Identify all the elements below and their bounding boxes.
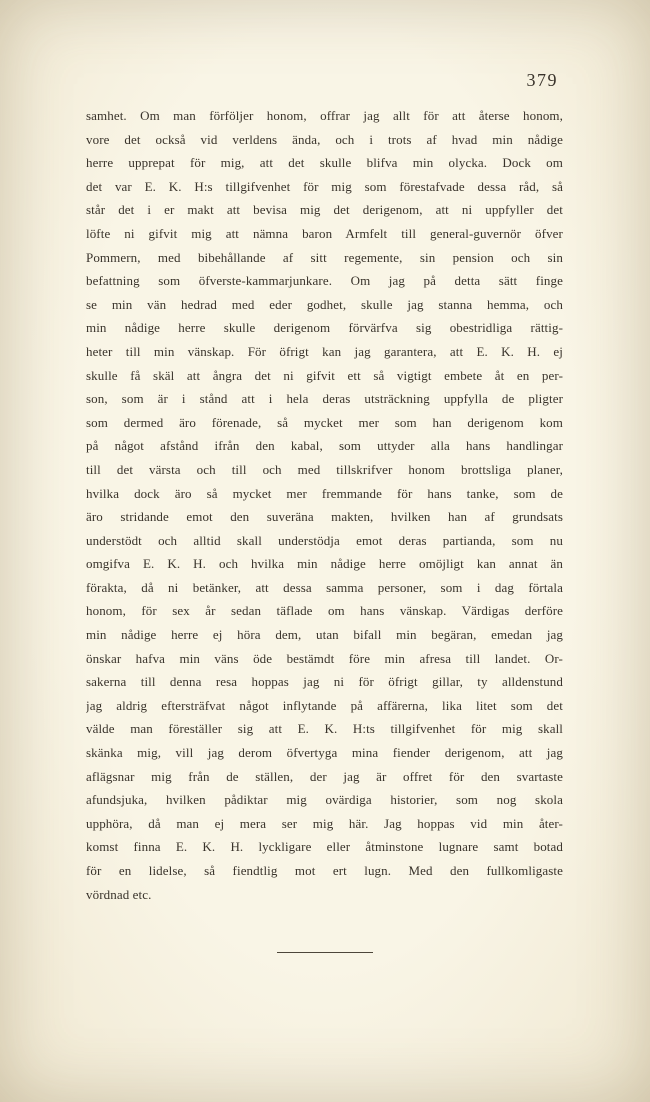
text-line: står det i er makt att bevisa mig det derigenom, att ni uppfyller det xyxy=(86,202,563,218)
page-number: 379 xyxy=(526,70,558,90)
text-line: herre upprepat för mig, att det skulle blifva min olycka. Dock om xyxy=(86,155,563,171)
text-line: komst finna E. K. H. lyckligare eller åtminstone lugnare samt botad xyxy=(86,839,563,855)
text-line: min nådige herre ej höra dem, utan bifall min begäran, emedan jag xyxy=(86,627,563,643)
text-line: afundsjuka, hvilken pådiktar mig ovärdiga historier, som nog skola xyxy=(86,792,563,808)
text-line: äro stridande emot den suveräna makten, hvilken han af grundsats xyxy=(86,509,563,525)
section-divider xyxy=(277,952,373,953)
text-line: aflägsnar mig från de ställen, der jag är offret för den svartaste xyxy=(86,768,563,784)
text-line: heter till min vänskap. För öfrigt kan jag garantera, att E. K. H. ej xyxy=(86,343,563,359)
text-line: löfte ni gifvit mig att nämna baron Armfelt till general-guvernör öfver xyxy=(86,225,563,241)
text-line: önskar hafva min väns öde bestämdt före min afresa till landet. Or- xyxy=(86,650,563,666)
text-line: på något afstånd ifrån den kabal, som uttyder alla hans handlingar xyxy=(86,438,563,454)
text-line: sakerna till denna resa hoppas jag ni för öfrigt gillar, ty alldenstund xyxy=(86,674,563,690)
text-line: understödt och alltid skall understödja emot deras partianda, som nu xyxy=(86,532,563,548)
text-line: som dermed äro förenade, så mycket mer som han derigenom kom xyxy=(86,414,563,430)
text-line: för en lidelse, så fiendtlig mot ert lugn. Med den fullkomligaste xyxy=(86,863,563,878)
text-line: skulle få skäl att ångra det ni gifvit ett så vigtigt embete åt en per- xyxy=(86,367,563,383)
text-line: upphöra, då man ej mera ser mig här. Jag hoppas vid min åter- xyxy=(86,815,563,831)
text-line: Pommern, med bibehållande af sitt regemente, sin pension och sin xyxy=(86,249,563,265)
text-line: det var E. K. H:s tillgifvenhet för mig som förestafvade dessa råd, så xyxy=(86,178,563,194)
text-line: skänka mig, vill jag derom öfvertyga mina fiender derigenom, att jag xyxy=(86,745,563,761)
body-text xyxy=(86,104,563,906)
text-line: vördnad etc. xyxy=(86,886,152,902)
text-line: honom, för sex år sedan täflade om hans vänskap. Värdigas derföre xyxy=(86,603,563,619)
text-line: min nådige herre skulle derigenom förvärfva sig obestridliga rättig- xyxy=(86,320,563,336)
text-line: förakta, då ni betänker, att dessa samma personer, som i dag förtala xyxy=(86,579,563,595)
text-line: befattning som öfverste-kammarjunkare. Om jag på detta sätt finge xyxy=(86,273,563,289)
text-line: vore det också vid verldens ända, och i trots af hvad min nådige xyxy=(86,131,563,147)
text-line: till det värsta och till och med tillskrifver honom brottsliga planer, xyxy=(86,461,563,477)
text-line: jag aldrig eftersträfvat något inflytande på affärerna, lika litet som det xyxy=(86,697,563,713)
text-line: välde man föreställer sig att E. K. H:ts tillgifvenhet för mig skall xyxy=(86,721,563,737)
text-line: hvilka dock äro så mycket mer fremmande för hans tanke, som de xyxy=(86,485,563,501)
text-line: samhet. Om man förföljer honom, offrar jag allt för att återse honom, xyxy=(86,108,563,123)
text-line: son, som är i stånd att i hela deras utsträckning uppfylla de pligter xyxy=(86,391,563,407)
text-line: se min vän hedrad med eder godhet, skulle jag stanna hemma, och xyxy=(86,296,563,312)
text-line: omgifva E. K. H. och hvilka min nådige herre omöjligt kan annat än xyxy=(86,556,563,572)
